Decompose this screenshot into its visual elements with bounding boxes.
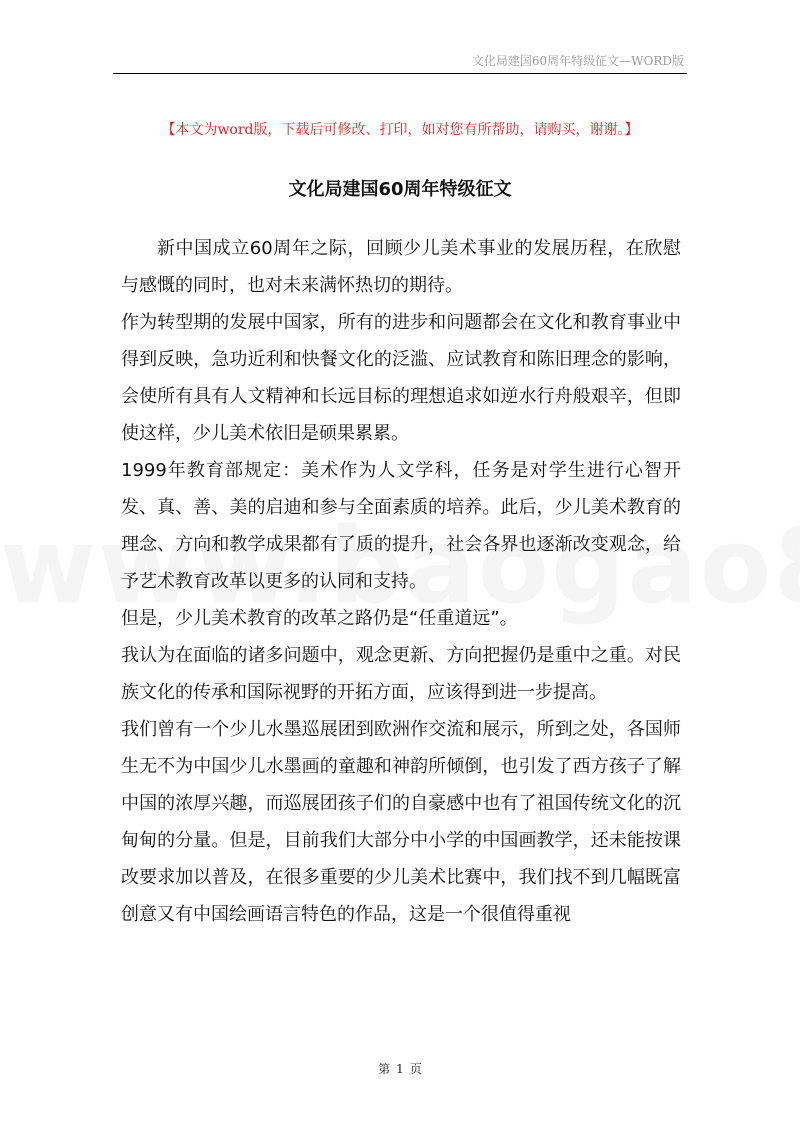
page-title: 文化局建国60周年特级征文: [288, 179, 512, 200]
header-divider: [113, 73, 687, 74]
paragraph: 但是，少儿美术教育的改革之路仍是“任重道远”。: [121, 608, 518, 629]
paragraph: 1999年教育部规定：美术作为人文学科，任务是对学生进行心智开发、真、善、美的启迪和参与全面素质的培养。此后，少儿美术教育的理念、方向和教学成果都有了质的提升，社会各界也逐渐改变观念，给予艺术教育改革以更多的认同和支持。: [121, 460, 681, 592]
paragraph: 我认为在面临的诸多问题中，观念更新、方向把握仍是重中之重。对民族文化的传承和国际视野的开拓方面，应该得到进一步提高。: [121, 645, 681, 703]
paragraph: 作为转型期的发展中国家，所有的进步和问题都会在文化和教育事业中得到反映，急功近利和快餐文化的泛滥、应试教育和陈旧理念的影响，会使所有具有人文精神和长远目标的理想追求如逆水行舟般艰辛，但即使这样，少儿美术依旧是硕果累累。: [121, 312, 681, 444]
running-header: 文化局建国60周年特级征文—WORD版: [471, 54, 684, 68]
page-footer: [0, 1060, 800, 1077]
document-body: [121, 230, 681, 933]
footer-suffix: 页: [409, 1062, 422, 1076]
paragraph: 我们曾有一个少儿水墨巡展团到欧洲作交流和展示，所到之处，各国师生无不为中国少儿水墨画的童趣和神韵所倾倒，也引发了西方孩子了解中国的浓厚兴趣，而巡展团孩子们的自豪感中也有了祖国传统文化的沉甸甸的分量。但是，目前我们大部分中小学的中国画教学，还未能按课改要求加以普及，在很多重要的少儿美术比赛中，我们找不到几幅既富创意又有中国绘画语言特色的作品，这是一个很值得重视: [121, 719, 681, 925]
page-number: 1: [396, 1062, 404, 1076]
paragraph: 新中国成立60周年之际，回顾少儿美术事业的发展历程，在欣慰与感慨的同时，也对未来满怀热切的期待。: [121, 238, 681, 296]
download-notice: 【本文为word版，下载后可修改、打印，如对您有所帮助，请购买，谢谢。】: [161, 122, 639, 138]
footer-prefix: 第: [378, 1062, 391, 1076]
